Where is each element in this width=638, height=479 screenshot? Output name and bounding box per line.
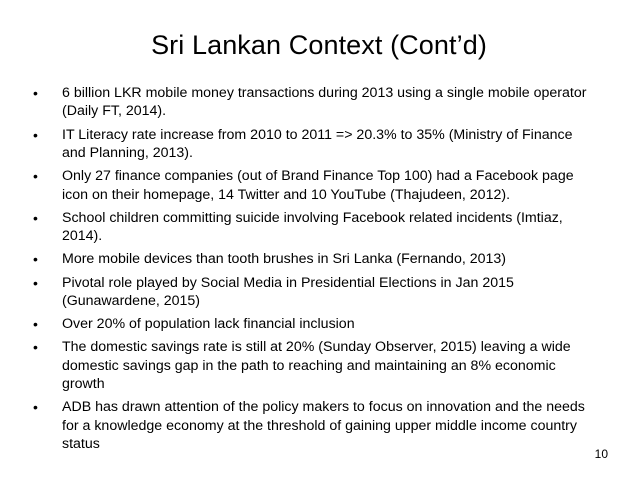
bullet-text: The domestic savings rate is still at 20% (Sunday Observer, 2015) leaving a wide domestic savings gap in the path to reaching and maintaining an 8% economic growth	[62, 339, 571, 393]
bullet-item	[33, 338, 593, 393]
bullet-text: 6 billion LKR mobile money transactions during 2013 using a single mobile operator (Daily FT, 2014).	[62, 85, 587, 120]
bullet-dot-icon: •	[33, 168, 38, 185]
bullet-text: School children committing suicide involving Facebook related incidents (Imtiaz, 2014).	[62, 209, 563, 245]
bullet-item	[33, 250, 593, 268]
bullet-text: Pivotal role played by Social Media in Presidential Elections in Jan 2015 (Gunawardene, 2015)	[62, 274, 514, 310]
bullet-dot-icon: •	[33, 126, 38, 143]
bullet-dot-icon: •	[33, 339, 38, 356]
bullet-text: ADB has drawn attention of the policy makers to focus on innovation and the needs for a knowledge economy at the threshold of gaining upper middle income country status	[62, 399, 585, 453]
page-number: 10	[594, 447, 608, 461]
bullet-dot-icon: •	[33, 209, 38, 226]
bullet-item	[33, 209, 593, 246]
bullet-item	[33, 315, 593, 333]
bullet-dot-icon: •	[33, 251, 38, 268]
bullet-text: Only 27 finance companies (out of Brand Finance Top 100) had a Facebook page icon on their homepage, 14 Twitter and 10 YouTube (Thajudeen, 2012).	[62, 168, 574, 203]
bullet-item	[33, 398, 593, 453]
bullet-text: More mobile devices than tooth brushes in Sri Lanka (Fernando, 2013)	[62, 251, 507, 268]
bullet-item	[33, 274, 593, 311]
bullet-list	[33, 84, 593, 458]
bullet-item	[33, 167, 593, 204]
bullet-item	[33, 84, 593, 121]
bullet-text: Over 20% of population lack financial inclusion	[62, 316, 355, 333]
bullet-dot-icon: •	[33, 399, 38, 416]
bullet-item	[33, 126, 593, 163]
slide-title: Sri Lankan Context (Cont’d)	[151, 30, 487, 60]
bullet-text: IT Literacy rate increase from 2010 to 2011 => 20.3% to 35% (Ministry of Finance and Planning, 2013).	[62, 126, 573, 162]
bullet-dot-icon: •	[33, 316, 38, 333]
bullet-dot-icon: •	[33, 85, 38, 101]
bullet-dot-icon: •	[33, 274, 38, 291]
